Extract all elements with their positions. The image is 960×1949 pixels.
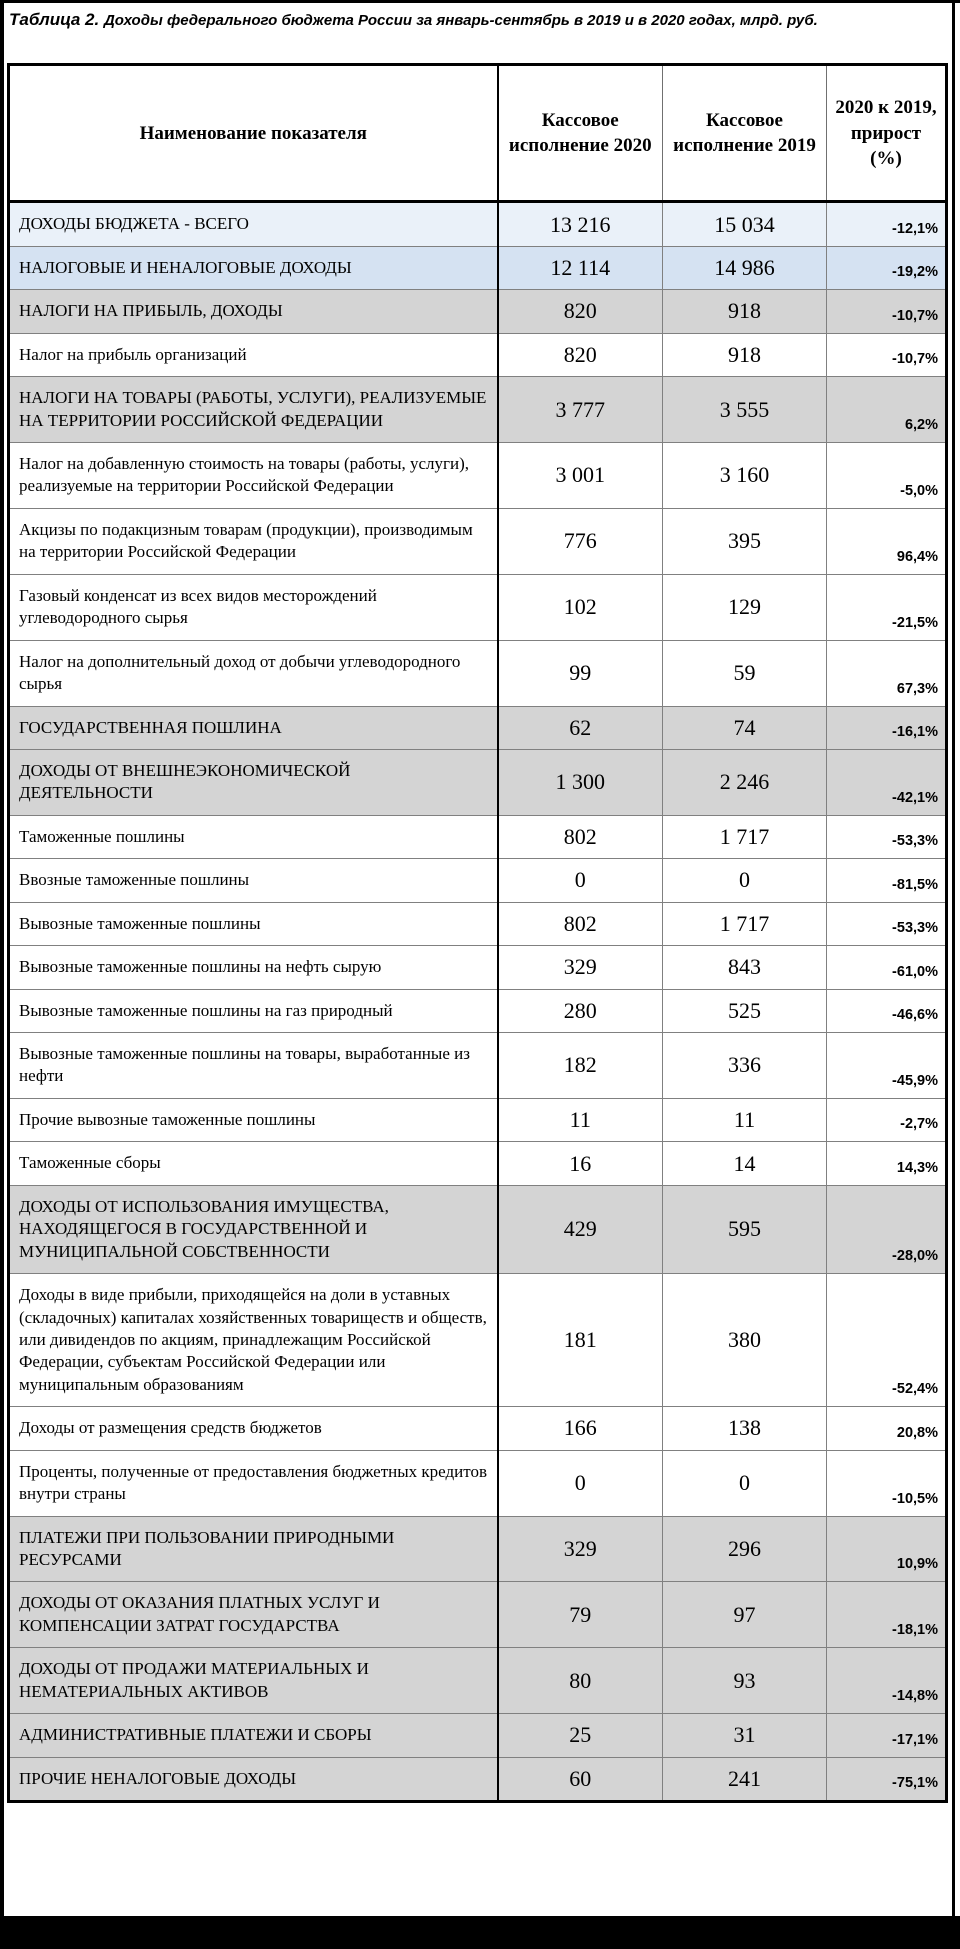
growth-cell: -61,0% (827, 946, 947, 989)
value-2019-cell: 3 160 (663, 443, 827, 509)
table-row (9, 1185, 947, 1273)
value-2019-cell: 2 246 (663, 749, 827, 815)
value-2019-cell: 595 (663, 1185, 827, 1273)
value-2019-cell: 0 (663, 1450, 827, 1516)
indicator-name-cell: НАЛОГОВЫЕ И НЕНАЛОГОВЫЕ ДОХОДЫ (19, 257, 352, 277)
value-2019-cell: 380 (663, 1274, 827, 1407)
indicator-name-cell: Газовый конденсат из всех видов месторождений углеводородного сырья (19, 585, 377, 628)
indicator-name-cell: Таможенные сборы (19, 1153, 161, 1173)
growth-cell: -21,5% (827, 574, 947, 640)
indicator-name-cell: Налог на добавленную стоимость на товары (работы, услуги), реализуемые на территории Российской Федерации (19, 454, 470, 496)
table-row (9, 1648, 947, 1714)
header-row (9, 65, 947, 202)
value-2019-cell: 14 (663, 1142, 827, 1185)
indicator-name-cell: ДОХОДЫ ОТ ПРОДАЖИ МАТЕРИАЛЬНЫХ И НЕМАТЕРИАЛЬНЫХ АКТИВОВ (19, 1659, 369, 1701)
table-row (9, 574, 947, 640)
page-border-right (952, 0, 955, 1916)
page-border-left (0, 0, 4, 1949)
value-2019-cell: 336 (663, 1033, 827, 1099)
growth-cell: 67,3% (827, 640, 947, 706)
value-2020-cell: 0 (498, 859, 663, 902)
value-2019-cell: 138 (663, 1407, 827, 1450)
value-2020-cell: 280 (498, 989, 663, 1032)
column-header-2019: Кассовое исполнение 2019 (663, 65, 827, 202)
indicator-name-cell: ДОХОДЫ БЮДЖЕТА - ВСЕГО (19, 214, 249, 234)
value-2019-cell: 11 (663, 1098, 827, 1141)
growth-cell: -12,1% (827, 202, 947, 246)
value-2020-cell: 25 (498, 1714, 663, 1757)
value-2019-cell: 1 717 (663, 815, 827, 858)
value-2019-cell: 525 (663, 989, 827, 1032)
growth-cell: -14,8% (827, 1648, 947, 1714)
value-2019-cell: 15 034 (663, 202, 827, 246)
budget-table-header (9, 65, 947, 202)
table-row (9, 1274, 947, 1407)
value-2020-cell: 820 (498, 333, 663, 376)
growth-cell: -2,7% (827, 1098, 947, 1141)
value-2020-cell: 3 001 (498, 443, 663, 509)
indicator-name-cell: Вывозные таможенные пошлины (19, 913, 261, 933)
table-row (9, 640, 947, 706)
table-row (9, 989, 947, 1032)
value-2020-cell: 182 (498, 1033, 663, 1099)
growth-cell: -10,7% (827, 333, 947, 376)
budget-table (7, 63, 948, 1803)
value-2019-cell: 129 (663, 574, 827, 640)
growth-cell: -18,1% (827, 1582, 947, 1648)
table-row (9, 377, 947, 443)
table-row (9, 1098, 947, 1141)
value-2020-cell: 13 216 (498, 202, 663, 246)
indicator-name-cell: Вывозные таможенные пошлины на нефть сырую (19, 957, 382, 977)
growth-cell: -10,5% (827, 1450, 947, 1516)
value-2020-cell: 181 (498, 1274, 663, 1407)
column-header-growth: 2020 к 2019, прирост (%) (827, 65, 947, 202)
table-row (9, 706, 947, 749)
table-row (9, 1582, 947, 1648)
value-2020-cell: 166 (498, 1407, 663, 1450)
value-2020-cell: 776 (498, 508, 663, 574)
indicator-name-cell: ПЛАТЕЖИ ПРИ ПОЛЬЗОВАНИИ ПРИРОДНЫМИ РЕСУРСАМИ (19, 1527, 395, 1570)
table-title-label: Таблица 2. (9, 10, 100, 29)
value-2019-cell: 93 (663, 1648, 827, 1714)
value-2019-cell: 0 (663, 859, 827, 902)
value-2020-cell: 802 (498, 902, 663, 945)
value-2020-cell: 1 300 (498, 749, 663, 815)
indicator-name-cell: ГОСУДАРСТВЕННАЯ ПОШЛИНА (19, 717, 282, 737)
growth-cell: -28,0% (827, 1185, 947, 1273)
value-2019-cell: 31 (663, 1714, 827, 1757)
value-2019-cell: 241 (663, 1757, 827, 1801)
value-2019-cell: 395 (663, 508, 827, 574)
growth-cell: -53,3% (827, 815, 947, 858)
indicator-name-cell: Прочие вывозные таможенные пошлины (19, 1109, 316, 1129)
indicator-name-cell: ДОХОДЫ ОТ ИСПОЛЬЗОВАНИЯ ИМУЩЕСТВА, НАХОДЯЩЕГОСЯ В ГОСУДАРСТВЕННОЙ И МУНИЦИПАЛЬНОЙ СОБСТВЕННОСТИ (19, 1196, 389, 1261)
growth-cell: -10,7% (827, 290, 947, 333)
table-row (9, 902, 947, 945)
growth-cell: -52,4% (827, 1274, 947, 1407)
growth-cell: -53,3% (827, 902, 947, 945)
value-2019-cell: 843 (663, 946, 827, 989)
column-header-2020: Кассовое исполнение 2020 (498, 65, 663, 202)
table-title-text: Доходы федерального бюджета России за январь-сентябрь в 2019 и в 2020 годах, млрд. руб. (103, 12, 818, 29)
value-2019-cell: 3 555 (663, 377, 827, 443)
table-row (9, 1407, 947, 1450)
table-row (9, 1033, 947, 1099)
value-2019-cell: 59 (663, 640, 827, 706)
value-2020-cell: 12 114 (498, 246, 663, 289)
table-row (9, 859, 947, 902)
growth-cell: -46,6% (827, 989, 947, 1032)
indicator-name-cell: Таможенные пошлины (19, 826, 185, 846)
growth-cell: 20,8% (827, 1407, 947, 1450)
table-row (9, 290, 947, 333)
indicator-name-cell: Налог на дополнительный доход от добычи углеводородного сырья (19, 651, 461, 694)
indicator-name-cell: НАЛОГИ НА ПРИБЫЛЬ, ДОХОДЫ (19, 301, 283, 321)
indicator-name-cell: Акцизы по подакцизным товарам (продукции), производимым на территории Российской Федерации (19, 519, 473, 562)
value-2019-cell: 918 (663, 290, 827, 333)
indicator-name-cell: ДОХОДЫ ОТ ВНЕШНЕЭКОНОМИЧЕСКОЙ ДЕЯТЕЛЬНОСТИ (19, 760, 351, 803)
indicator-name-cell: ПРОЧИЕ НЕНАЛОГОВЫЕ ДОХОДЫ (19, 1768, 297, 1788)
indicator-name-cell: НАЛОГИ НА ТОВАРЫ (РАБОТЫ, УСЛУГИ), РЕАЛИЗУЕМЫЕ НА ТЕРРИТОРИИ РОССИЙСКОЙ ФЕДЕРАЦИИ (19, 388, 487, 430)
value-2019-cell: 918 (663, 333, 827, 376)
indicator-name-cell: Налог на прибыль организаций (19, 344, 247, 364)
table-row (9, 1714, 947, 1757)
table-row (9, 443, 947, 509)
indicator-name-cell: АДМИНИСТРАТИВНЫЕ ПЛАТЕЖИ И СБОРЫ (19, 1725, 372, 1745)
indicator-name-cell: Вывозные таможенные пошлины на газ природный (19, 1000, 393, 1020)
growth-cell: -81,5% (827, 859, 947, 902)
growth-cell: 10,9% (827, 1516, 947, 1582)
table-row (9, 1516, 947, 1582)
value-2020-cell: 329 (498, 1516, 663, 1582)
value-2020-cell: 0 (498, 1450, 663, 1516)
value-2020-cell: 820 (498, 290, 663, 333)
budget-table-body (9, 202, 947, 1802)
column-header-indicator: Наименование показателя (9, 65, 498, 202)
value-2020-cell: 80 (498, 1648, 663, 1714)
value-2019-cell: 14 986 (663, 246, 827, 289)
value-2020-cell: 99 (498, 640, 663, 706)
growth-cell: -17,1% (827, 1714, 947, 1757)
growth-cell: -42,1% (827, 749, 947, 815)
table-row (9, 333, 947, 376)
indicator-name-cell: Вывозные таможенные пошлины на товары, выработанные из нефти (19, 1044, 470, 1086)
value-2020-cell: 79 (498, 1582, 663, 1648)
value-2020-cell: 329 (498, 946, 663, 989)
indicator-name-cell: Проценты, полученные от предоставления бюджетных кредитов внутри страны (19, 1461, 487, 1504)
table-row (9, 202, 947, 246)
value-2020-cell: 16 (498, 1142, 663, 1185)
indicator-name-cell: Доходы от размещения средств бюджетов (19, 1418, 322, 1438)
value-2019-cell: 74 (663, 706, 827, 749)
value-2020-cell: 102 (498, 574, 663, 640)
value-2020-cell: 3 777 (498, 377, 663, 443)
table-row (9, 1142, 947, 1185)
value-2020-cell: 11 (498, 1098, 663, 1141)
growth-cell: -16,1% (827, 706, 947, 749)
table-row (9, 246, 947, 289)
value-2020-cell: 62 (498, 706, 663, 749)
table-row (9, 749, 947, 815)
growth-cell: -19,2% (827, 246, 947, 289)
bottom-black-bar (0, 1916, 960, 1949)
indicator-name-cell: Доходы в виде прибыли, приходящейся на доли в уставных (складочных) капиталах хозяйственных товариществ и обществ, или дивидендов по акциям, принадлежащим Российской Федерации, субъектам Российской Федерации или муниципальным образованиям (19, 1285, 487, 1394)
table-row (9, 508, 947, 574)
table-row (9, 815, 947, 858)
value-2020-cell: 802 (498, 815, 663, 858)
growth-cell: -5,0% (827, 443, 947, 509)
value-2019-cell: 97 (663, 1582, 827, 1648)
indicator-name-cell: ДОХОДЫ ОТ ОКАЗАНИЯ ПЛАТНЫХ УСЛУГ И КОМПЕНСАЦИИ ЗАТРАТ ГОСУДАРСТВА (19, 1593, 380, 1635)
table-row (9, 1450, 947, 1516)
growth-cell: 96,4% (827, 508, 947, 574)
table-title (9, 10, 948, 30)
value-2020-cell: 429 (498, 1185, 663, 1273)
growth-cell: -45,9% (827, 1033, 947, 1099)
growth-cell: 14,3% (827, 1142, 947, 1185)
value-2019-cell: 1 717 (663, 902, 827, 945)
value-2019-cell: 296 (663, 1516, 827, 1582)
table-row (9, 1757, 947, 1801)
growth-cell: 6,2% (827, 377, 947, 443)
growth-cell: -75,1% (827, 1757, 947, 1801)
value-2020-cell: 60 (498, 1757, 663, 1801)
table-row (9, 946, 947, 989)
indicator-name-cell: Ввозные таможенные пошлины (19, 870, 250, 890)
page-border-top (0, 0, 960, 3)
